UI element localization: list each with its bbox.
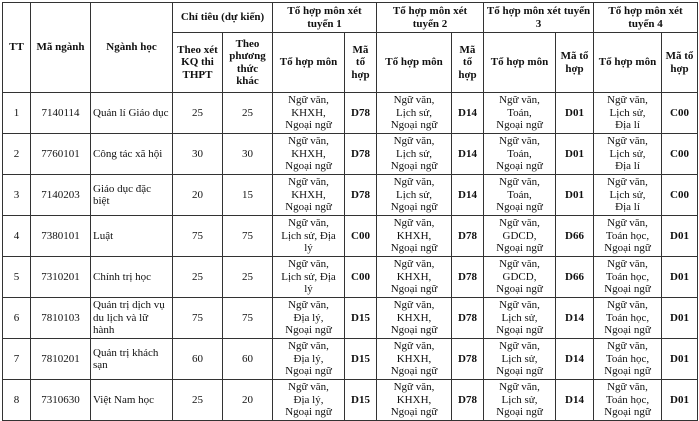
subject-line: Ngoại ngữ (496, 201, 543, 214)
subject-line: Lịch sử, (501, 311, 538, 324)
subject-line: Ngoại ngữ (604, 406, 651, 419)
cell-to-hop-mon (484, 298, 556, 339)
cell-to-hop-mon (594, 93, 662, 134)
cell-to-hop-mon (594, 380, 662, 421)
cell-ma-to-hop: D78 (345, 134, 377, 175)
subject-line: Địa lý, (293, 311, 324, 324)
subject-line: Ngoại ngữ (390, 242, 438, 255)
subject-line: Toán học, (605, 352, 650, 365)
cell-to-hop-mon (377, 93, 452, 134)
subject-line: GDCD, (502, 229, 537, 242)
cell-theo-khac: 25 (223, 93, 273, 134)
subject-line: lý (304, 242, 313, 255)
header-ma-nganh: Mã ngành (31, 3, 91, 93)
subject-line: Ngoại ngữ (390, 365, 438, 378)
subject-line: Ngoại ngữ (496, 119, 543, 132)
cell-tt: 3 (3, 175, 31, 216)
cell-theo-thpt: 60 (173, 339, 223, 380)
table-row (3, 257, 698, 298)
cell-ma-nganh: 7140114 (31, 93, 91, 134)
subject-line: Ngữ văn, (499, 135, 540, 148)
subject-line: Ngoại ngữ (285, 406, 332, 419)
cell-nganh-hoc: Quản trị khách sạn (91, 339, 173, 380)
subject-line: Ngoại ngữ (604, 365, 651, 378)
cell-to-hop-mon (484, 339, 556, 380)
cell-nganh-hoc: Chính trị học (91, 257, 173, 298)
subject-line: Ngữ văn, (288, 340, 329, 353)
header-ma-to-hop: Mã tổ hợp (556, 33, 594, 93)
table-row (3, 175, 698, 216)
subject-line: Lịch sử, (609, 147, 646, 160)
subject-line: Ngữ văn, (288, 217, 329, 230)
cell-ma-nganh: 7810201 (31, 339, 91, 380)
subject-line: Ngữ văn, (393, 381, 435, 394)
cell-ma-to-hop: D15 (345, 380, 377, 421)
cell-ma-to-hop: D01 (662, 339, 698, 380)
subject-line: Lịch sử, (609, 188, 646, 201)
table-row (3, 93, 698, 134)
admission-table (2, 2, 698, 421)
subject-line: Ngoại ngữ (285, 160, 332, 173)
subject-line: Lịch sử, Địa (281, 270, 336, 283)
header-theo-khac: Theo phương thức khác (223, 33, 273, 93)
subject-line: KHXH, (396, 311, 432, 324)
subject-line: Lịch sử, (396, 188, 432, 201)
subject-line: Ngữ văn, (393, 176, 435, 189)
subject-line: Toán, (507, 147, 532, 160)
subject-line: Toán, (507, 106, 532, 119)
cell-tt: 4 (3, 216, 31, 257)
cell-nganh-hoc: Quản trị dịch vụ du lịch và lữ hành (91, 298, 173, 339)
cell-tt: 7 (3, 339, 31, 380)
subject-line: Ngoại ngữ (496, 324, 543, 337)
subject-line: Ngoại ngữ (390, 201, 438, 214)
header-to-hop-mon: Tổ hợp môn (377, 33, 452, 93)
subject-line: Ngữ văn, (393, 258, 435, 271)
cell-to-hop-mon (484, 380, 556, 421)
cell-ma-to-hop: D14 (556, 339, 594, 380)
cell-to-hop-mon (377, 134, 452, 175)
subject-line: Ngữ văn, (607, 217, 648, 230)
cell-ma-to-hop: D14 (452, 175, 484, 216)
cell-ma-to-hop: D01 (662, 380, 698, 421)
subject-line: Ngữ văn, (393, 299, 435, 312)
cell-ma-to-hop: D15 (345, 298, 377, 339)
header-to-hop-mon: Tổ hợp môn (484, 33, 556, 93)
subject-line: Ngoại ngữ (496, 242, 543, 255)
cell-ma-to-hop: C00 (662, 134, 698, 175)
subject-line: Lịch sử, (609, 106, 646, 119)
cell-nganh-hoc: Công tác xã hội (91, 134, 173, 175)
cell-to-hop-mon (594, 298, 662, 339)
cell-ma-nganh: 7140203 (31, 175, 91, 216)
header-to-hop-3: Tổ hợp môn xét tuyển 3 (484, 3, 594, 33)
cell-to-hop-mon (377, 216, 452, 257)
subject-line: Ngữ văn, (607, 135, 648, 148)
cell-to-hop-mon (594, 257, 662, 298)
cell-tt: 1 (3, 93, 31, 134)
subject-line: Ngữ văn, (607, 299, 648, 312)
cell-to-hop-mon (484, 175, 556, 216)
subject-line: Ngoại ngữ (604, 283, 651, 296)
header-to-hop-mon: Tổ hợp môn (594, 33, 662, 93)
cell-ma-to-hop: D78 (452, 380, 484, 421)
cell-ma-to-hop: C00 (345, 216, 377, 257)
subject-line: Ngoại ngữ (604, 242, 651, 255)
cell-theo-thpt: 25 (173, 257, 223, 298)
cell-ma-to-hop: D78 (345, 93, 377, 134)
header-to-hop-1: Tổ hợp môn xét tuyển 1 (273, 3, 377, 33)
subject-line: Toán học, (605, 393, 650, 406)
cell-theo-thpt: 25 (173, 93, 223, 134)
subject-line: lý (304, 283, 313, 296)
cell-to-hop-mon (273, 298, 345, 339)
header-theo-thpt: Theo xét KQ thi THPT (173, 33, 223, 93)
subject-line: Ngoại ngữ (390, 160, 438, 173)
cell-to-hop-mon (273, 216, 345, 257)
cell-to-hop-mon (594, 339, 662, 380)
cell-to-hop-mon (377, 380, 452, 421)
subject-line: Ngữ văn, (288, 258, 329, 271)
cell-theo-khac: 15 (223, 175, 273, 216)
cell-ma-to-hop: D78 (452, 339, 484, 380)
subject-line: Ngữ văn, (607, 176, 648, 189)
cell-ma-to-hop: D78 (452, 216, 484, 257)
cell-to-hop-mon (484, 216, 556, 257)
subject-line: Ngữ văn, (393, 94, 435, 107)
cell-theo-khac: 30 (223, 134, 273, 175)
cell-ma-to-hop: D15 (345, 339, 377, 380)
cell-ma-nganh: 7310201 (31, 257, 91, 298)
cell-ma-to-hop: D01 (662, 257, 698, 298)
subject-line: Địa lý, (293, 352, 324, 365)
subject-line: GDCD, (502, 270, 537, 283)
cell-to-hop-mon (377, 339, 452, 380)
subject-line: Ngữ văn, (393, 135, 435, 148)
subject-line: Toán học, (605, 311, 650, 324)
subject-line: Ngoại ngữ (285, 365, 332, 378)
cell-ma-nganh: 7760101 (31, 134, 91, 175)
cell-to-hop-mon (377, 298, 452, 339)
subject-line: Lịch sử, Địa (281, 229, 336, 242)
subject-line: Ngữ văn, (607, 340, 648, 353)
table-row (3, 298, 698, 339)
subject-line: KHXH, (396, 229, 432, 242)
cell-ma-to-hop: D01 (556, 93, 594, 134)
cell-theo-thpt: 75 (173, 216, 223, 257)
cell-nganh-hoc: Luật (91, 216, 173, 257)
table-row (3, 380, 698, 421)
cell-ma-to-hop: C00 (662, 93, 698, 134)
cell-ma-to-hop: D66 (556, 257, 594, 298)
subject-line: Ngoại ngữ (390, 324, 438, 337)
cell-ma-to-hop: D01 (662, 298, 698, 339)
subject-line: Ngoại ngữ (496, 283, 543, 296)
subject-line: Ngữ văn, (499, 340, 540, 353)
cell-to-hop-mon (484, 93, 556, 134)
cell-ma-to-hop: C00 (345, 257, 377, 298)
subject-line: Ngữ văn, (499, 217, 540, 230)
cell-to-hop-mon (594, 175, 662, 216)
subject-line: Lịch sử, (501, 393, 538, 406)
cell-theo-thpt: 30 (173, 134, 223, 175)
cell-to-hop-mon (484, 257, 556, 298)
cell-ma-to-hop: D78 (452, 257, 484, 298)
subject-line: Ngữ văn, (288, 176, 329, 189)
subject-line: Ngữ văn, (499, 94, 540, 107)
cell-nganh-hoc: Giáo dục đặc biệt (91, 175, 173, 216)
header-to-hop-mon: Tổ hợp môn (273, 33, 345, 93)
subject-line: Lịch sử, (501, 352, 538, 365)
header-ma-to-hop: Mã tổ hợp (452, 33, 484, 93)
subject-line: Ngữ văn, (499, 176, 540, 189)
cell-ma-to-hop: D14 (556, 380, 594, 421)
table-row (3, 134, 698, 175)
subject-line: Địa lí (615, 160, 640, 173)
subject-line: Toán, (507, 188, 532, 201)
cell-ma-to-hop: D78 (345, 175, 377, 216)
header-to-hop-2: Tổ hợp môn xét tuyển 2 (377, 3, 484, 33)
cell-ma-to-hop: D14 (556, 298, 594, 339)
cell-to-hop-mon (273, 93, 345, 134)
subject-line: KHXH, (291, 188, 326, 201)
subject-line: Địa lí (615, 119, 640, 132)
cell-ma-to-hop: D01 (556, 175, 594, 216)
cell-to-hop-mon (594, 216, 662, 257)
subject-line: Địa lý, (293, 393, 324, 406)
subject-line: Ngữ văn, (393, 340, 435, 353)
subject-line: Ngữ văn, (499, 258, 540, 271)
table-body (3, 93, 698, 421)
header-tt: TT (3, 3, 31, 93)
subject-line: Ngoại ngữ (496, 406, 543, 419)
subject-line: Lịch sử, (396, 106, 432, 119)
subject-line: Ngoại ngữ (390, 119, 438, 132)
subject-line: Ngữ văn, (288, 299, 329, 312)
cell-theo-khac: 75 (223, 216, 273, 257)
cell-to-hop-mon (273, 175, 345, 216)
cell-theo-khac: 20 (223, 380, 273, 421)
cell-tt: 8 (3, 380, 31, 421)
subject-line: Ngoại ngữ (390, 406, 438, 419)
cell-to-hop-mon (484, 134, 556, 175)
subject-line: KHXH, (396, 270, 432, 283)
cell-to-hop-mon (594, 134, 662, 175)
cell-theo-khac: 25 (223, 257, 273, 298)
subject-line: Ngữ văn, (288, 94, 329, 107)
subject-line: KHXH, (291, 147, 326, 160)
cell-theo-thpt: 75 (173, 298, 223, 339)
subject-line: Ngữ văn, (288, 135, 329, 148)
subject-line: Ngữ văn, (607, 94, 648, 107)
cell-ma-to-hop: D66 (556, 216, 594, 257)
subject-line: Ngữ văn, (499, 381, 540, 394)
subject-line: Ngữ văn, (393, 217, 435, 230)
header-to-hop-4: Tổ hợp môn xét tuyển 4 (594, 3, 698, 33)
header-ma-to-hop: Mã tổ hợp (662, 33, 698, 93)
cell-ma-to-hop: D14 (452, 134, 484, 175)
subject-line: Ngoại ngữ (285, 324, 332, 337)
header-chi-tieu: Chỉ tiêu (dự kiến) (173, 3, 273, 33)
cell-ma-nganh: 7310630 (31, 380, 91, 421)
cell-to-hop-mon (377, 175, 452, 216)
subject-line: Ngoại ngữ (285, 119, 332, 132)
subject-line: KHXH, (396, 393, 432, 406)
cell-tt: 6 (3, 298, 31, 339)
subject-line: Toán học, (605, 270, 650, 283)
subject-line: Ngoại ngữ (285, 201, 332, 214)
cell-ma-to-hop: D14 (452, 93, 484, 134)
cell-ma-nganh: 7810103 (31, 298, 91, 339)
cell-to-hop-mon (273, 257, 345, 298)
cell-ma-to-hop: D01 (662, 216, 698, 257)
subject-line: Ngữ văn, (499, 299, 540, 312)
cell-to-hop-mon (377, 257, 452, 298)
cell-ma-to-hop: D78 (452, 298, 484, 339)
subject-line: Ngữ văn, (288, 381, 329, 394)
cell-nganh-hoc: Việt Nam học (91, 380, 173, 421)
cell-tt: 5 (3, 257, 31, 298)
cell-ma-to-hop: D01 (556, 134, 594, 175)
cell-ma-to-hop: C00 (662, 175, 698, 216)
subject-line: Ngữ văn, (607, 381, 648, 394)
subject-line: Ngoại ngữ (390, 283, 438, 296)
cell-ma-nganh: 7380101 (31, 216, 91, 257)
cell-to-hop-mon (273, 380, 345, 421)
subject-line: Lịch sử, (396, 147, 432, 160)
subject-line: KHXH, (291, 106, 326, 119)
subject-line: KHXH, (396, 352, 432, 365)
cell-theo-khac: 60 (223, 339, 273, 380)
table-row (3, 339, 698, 380)
header-nganh-hoc: Ngành học (91, 3, 173, 93)
subject-line: Ngoại ngữ (604, 324, 651, 337)
subject-line: Ngữ văn, (607, 258, 648, 271)
cell-tt: 2 (3, 134, 31, 175)
subject-line: Địa lí (615, 201, 640, 214)
cell-theo-khac: 75 (223, 298, 273, 339)
subject-line: Ngoại ngữ (496, 160, 543, 173)
cell-to-hop-mon (273, 339, 345, 380)
header-ma-to-hop: Mã tổ hợp (345, 33, 377, 93)
cell-to-hop-mon (273, 134, 345, 175)
subject-line: Toán học, (605, 229, 650, 242)
table-row (3, 216, 698, 257)
cell-theo-thpt: 25 (173, 380, 223, 421)
cell-nganh-hoc: Quản lí Giáo dục (91, 93, 173, 134)
cell-theo-thpt: 20 (173, 175, 223, 216)
subject-line: Ngoại ngữ (496, 365, 543, 378)
